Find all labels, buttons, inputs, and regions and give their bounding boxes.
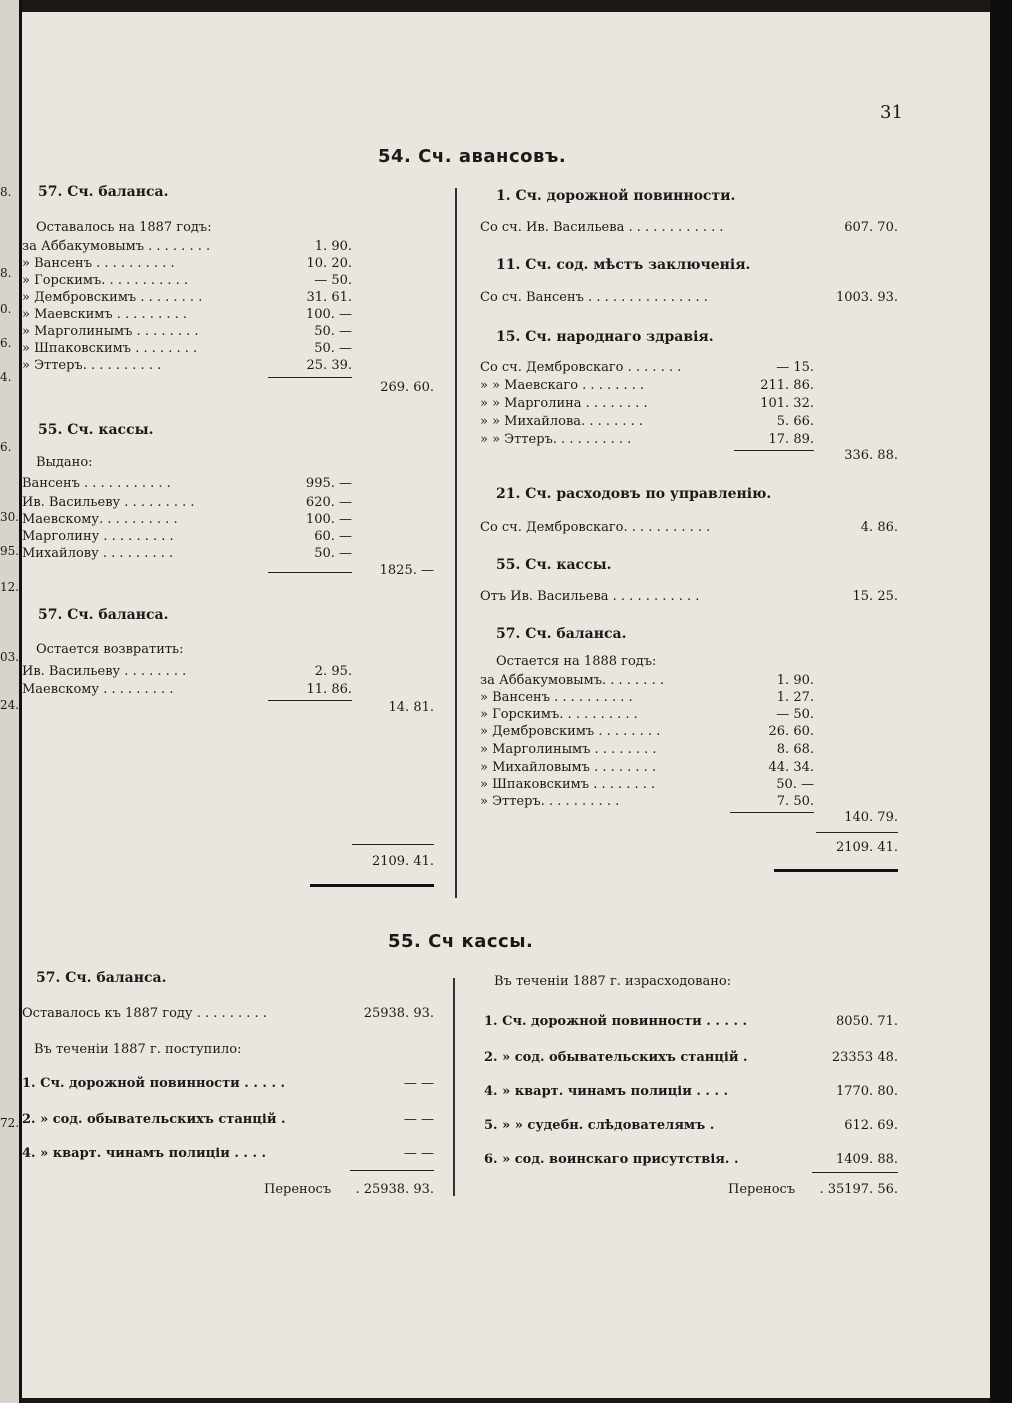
gutter-fragment: 0.	[0, 302, 12, 316]
balance-name: » Вансенъ . . . . . . . . . .	[480, 690, 633, 705]
s55-right-carry-value: . 35197. 56.	[819, 1182, 898, 1197]
s55-spent-item: 2. » сод. обывательскихъ станцій .	[484, 1050, 748, 1065]
balance-label: Остается на 1888 годъ:	[496, 654, 657, 669]
left-heading-balance: 57. Сч. баланса.	[38, 184, 169, 200]
balance-name: » Эттеръ. . . . . . . . . .	[480, 794, 620, 809]
balance-value: 26. 60.	[768, 724, 814, 739]
health-total: 336. 88.	[844, 448, 898, 463]
given-value: 100. —	[305, 512, 352, 527]
balance-value: 7. 50.	[776, 794, 814, 809]
prison-value: 1003. 93.	[835, 290, 898, 305]
given-name: Вансенъ . . . . . . . . . . .	[22, 476, 171, 491]
remaining-value: 25. 39.	[306, 358, 352, 373]
remaining-value: 31. 61.	[306, 290, 352, 305]
gutter-fragment: 8.	[0, 266, 12, 280]
right-heading-road: 1. Сч. дорожной повинности.	[496, 188, 736, 204]
balance-total: 140. 79.	[844, 810, 898, 825]
health-value: 5. 66.	[776, 414, 814, 429]
health-name: Со сч. Дембровскаго . . . . . . .	[480, 360, 682, 375]
s55-spent-value: 1770. 80.	[835, 1084, 898, 1099]
given-value: 50. —	[314, 546, 352, 561]
road-line: Со сч. Ив. Васильева . . . . . . . . . . . .	[480, 220, 724, 235]
s55-spent-value: 1409. 88.	[835, 1152, 898, 1167]
right-heading-cash: 55. Сч. кассы.	[496, 557, 612, 573]
balance-value: 1. 27.	[776, 690, 814, 705]
subtotal-rule	[268, 700, 352, 701]
admin-value: 4. 86.	[860, 520, 898, 535]
gutter-fragment: 4.	[0, 370, 12, 384]
balance-value: 44. 34.	[768, 760, 814, 775]
right-heading-balance: 57. Сч. баланса.	[496, 626, 627, 642]
gutter-fragment: 6.	[0, 440, 12, 454]
s55-carried-value: 25938. 93.	[363, 1006, 434, 1021]
health-name: » » Михайлова. . . . . . . .	[480, 414, 644, 429]
return-name: Маевскому . . . . . . . . .	[22, 682, 174, 697]
given-name: Маевскому. . . . . . . . . .	[22, 512, 178, 527]
balance-value: 8. 68.	[776, 742, 814, 757]
right-heading-health: 15. Сч. народнаго здравія.	[496, 329, 714, 345]
paper	[22, 12, 990, 1398]
health-value: 211. 86.	[760, 378, 814, 393]
s55-received-item: 2. » сод. обывательскихъ станцій .	[22, 1112, 286, 1127]
gutter-fragment: 95.	[0, 544, 20, 558]
balance-name: » Михайловымъ . . . . . . . .	[480, 760, 657, 775]
given-value: 60. —	[314, 529, 352, 544]
remaining-value: 1. 90.	[314, 239, 352, 254]
balance-name: » Дембровскимъ . . . . . . . .	[480, 724, 661, 739]
double-rule	[310, 884, 434, 887]
remaining-name: за Аббакумовымъ . . . . . . . .	[22, 239, 211, 254]
s55-received-value: — —	[403, 1076, 434, 1091]
remaining-value: 50. —	[314, 341, 352, 356]
book-gutter	[0, 0, 22, 1403]
balance-value: 50. —	[776, 777, 814, 792]
cash-value: 15. 25.	[852, 589, 898, 604]
s55-spent-item: 4. » кварт. чинамъ полиціи . . . .	[484, 1084, 729, 1099]
balance-name: » Горскимъ. . . . . . . . . .	[480, 707, 638, 722]
s55-spent-item: 1. Сч. дорожной повинности . . . . .	[484, 1014, 748, 1029]
given-label: Выдано:	[36, 455, 93, 470]
remaining-value: — 50.	[314, 273, 352, 288]
balance-name: » Марголинымъ . . . . . . . .	[480, 742, 657, 757]
health-name: » » Маевскаго . . . . . . . .	[480, 378, 645, 393]
remaining-name: » Дембровскимъ . . . . . . . .	[22, 290, 203, 305]
right-grand-total: 2109. 41.	[835, 840, 898, 855]
s55-spent-value: 612. 69.	[844, 1118, 898, 1133]
health-name: » » Эттеръ. . . . . . . . . .	[480, 432, 632, 447]
remaining-name: » Маевскимъ . . . . . . . . .	[22, 307, 187, 322]
s55-received-value: — —	[403, 1146, 434, 1161]
s55-left-carry-value: . 25938. 93.	[355, 1182, 434, 1197]
given-name: Михайлову . . . . . . . . .	[22, 546, 174, 561]
remaining-total: 269. 60.	[380, 380, 434, 395]
return-label: Остается возвратить:	[36, 642, 184, 657]
prison-line: Со сч. Вансенъ . . . . . . . . . . . . . . .	[480, 290, 708, 305]
carry-rule	[350, 1170, 434, 1171]
given-total: 1825. —	[379, 563, 434, 578]
page-number: 31	[880, 102, 903, 123]
double-rule	[774, 869, 898, 872]
right-heading-prison: 11. Сч. сод. мѣстъ заключенія.	[496, 257, 751, 273]
s55-spent-value: 8050. 71.	[835, 1014, 898, 1029]
subtotal-rule	[268, 377, 352, 378]
page-edge	[990, 0, 1012, 1403]
remaining-value: 100. —	[305, 307, 352, 322]
grand-total-rule	[816, 832, 898, 833]
column-divider	[455, 188, 457, 898]
s55-spent-label: Въ теченіи 1887 г. израсходовано:	[494, 974, 732, 989]
s55-received-value: — —	[403, 1112, 434, 1127]
gutter-fragment: 12.	[0, 580, 20, 594]
s55-left-heading: 57. Сч. баланса.	[36, 970, 167, 986]
gutter-fragment: 8.	[0, 185, 12, 199]
s55-left-carry-label: Переносъ	[264, 1182, 332, 1197]
s55-right-carry-label: Переносъ	[728, 1182, 796, 1197]
gutter-fragment: 6.	[0, 336, 12, 350]
s55-spent-item: 5. » » судебн. слѣдователямъ .	[484, 1118, 715, 1133]
return-name: Ив. Васильеву . . . . . . . .	[22, 664, 187, 679]
return-value: 2. 95.	[314, 664, 352, 679]
given-value: 995. —	[305, 476, 352, 491]
cash-line: Отъ Ив. Васильева . . . . . . . . . . .	[480, 589, 700, 604]
given-name: Ив. Васильеву . . . . . . . . .	[22, 495, 195, 510]
grand-total-rule	[352, 844, 434, 845]
s55-carried-label: Оставалось къ 1887 году . . . . . . . . .	[22, 1006, 267, 1021]
health-value: 101. 32.	[760, 396, 814, 411]
s55-received-item: 1. Сч. дорожной повинности . . . . .	[22, 1076, 286, 1091]
subtotal-rule	[730, 812, 814, 813]
balance-value: 1. 90.	[776, 673, 814, 688]
s55-spent-value: 23353 48.	[831, 1050, 898, 1065]
admin-line: Со сч. Дембровскаго. . . . . . . . . . .	[480, 520, 711, 535]
gutter-fragment: 03.	[0, 650, 20, 664]
given-name: Марголину . . . . . . . . .	[22, 529, 174, 544]
subtotal-rule	[268, 572, 352, 573]
remaining-name: » Эттеръ. . . . . . . . . .	[22, 358, 162, 373]
balance-name: за Аббакумовымъ. . . . . . . .	[480, 673, 664, 688]
balance-value: — 50.	[776, 707, 814, 722]
health-value: 17. 89.	[768, 432, 814, 447]
carry-rule	[812, 1172, 898, 1173]
road-value: 607. 70.	[844, 220, 898, 235]
balance-name: » Шпаковскимъ . . . . . . . .	[480, 777, 656, 792]
s55-spent-item: 6. » сод. воинскаго присутствія. .	[484, 1152, 739, 1167]
s55-received-label: Въ теченіи 1887 г. поступило:	[34, 1042, 242, 1057]
section-title-54: 54. Сч. авансовъ.	[378, 146, 567, 167]
health-value: — 15.	[776, 360, 814, 375]
left-grand-total: 2109. 41.	[371, 854, 434, 869]
subtotal-rule	[734, 450, 814, 451]
remaining-value: 10. 20.	[306, 256, 352, 271]
remaining-label: Оставалось на 1887 годъ:	[36, 220, 212, 235]
health-name: » » Марголина . . . . . . . .	[480, 396, 648, 411]
remaining-name: » Шпаковскимъ . . . . . . . .	[22, 341, 198, 356]
s55-received-item: 4. » кварт. чинамъ полиціи . . . .	[22, 1146, 267, 1161]
left-heading-cash: 55. Сч. кассы.	[38, 422, 154, 438]
return-value: 11. 86.	[306, 682, 352, 697]
remaining-name: » Вансенъ . . . . . . . . . .	[22, 256, 175, 271]
gutter-fragment: 72.	[0, 1116, 20, 1130]
section-title-55: 55. Сч кассы.	[388, 931, 534, 952]
return-total: 14. 81.	[388, 700, 434, 715]
right-heading-admin: 21. Сч. расходовъ по управленію.	[496, 486, 772, 502]
remaining-value: 50. —	[314, 324, 352, 339]
remaining-name: » Горскимъ. . . . . . . . . . .	[22, 273, 189, 288]
gutter-fragment: 30.	[0, 510, 20, 524]
remaining-name: » Марголинымъ . . . . . . . .	[22, 324, 199, 339]
left-heading-balance-2: 57. Сч. баланса.	[38, 607, 169, 623]
column-divider	[453, 978, 455, 1196]
given-value: 620. —	[305, 495, 352, 510]
gutter-fragment: 24.	[0, 698, 20, 712]
